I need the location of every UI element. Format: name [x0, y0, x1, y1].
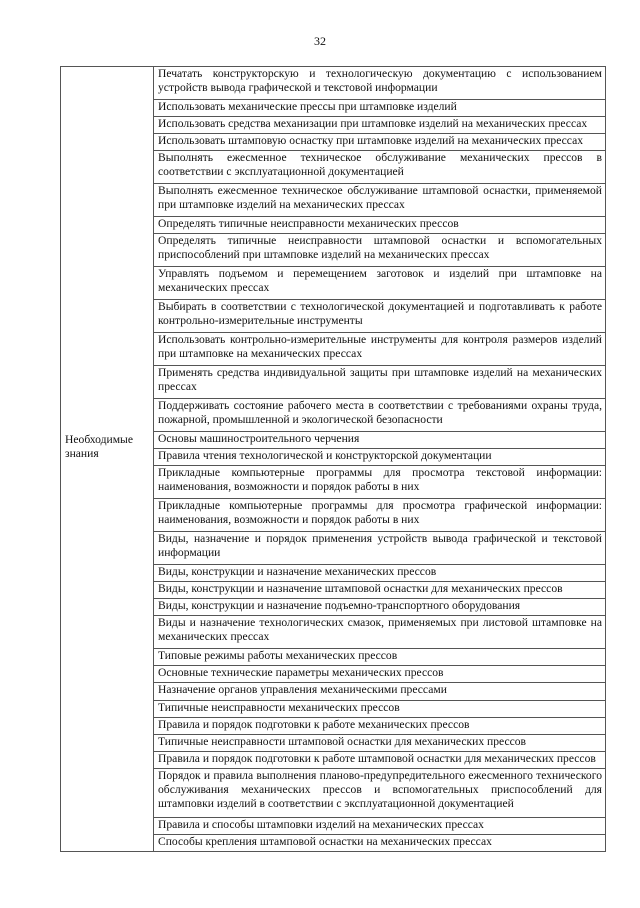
- knowledge-item: Правила и порядок подготовки к работе механических прессов: [154, 717, 606, 734]
- knowledge-item: Типичные неисправности штамповой оснастки для механических прессов: [154, 734, 606, 751]
- table-row: [61, 67, 606, 100]
- skill-item: Определять типичные неисправности механических прессов: [154, 217, 606, 234]
- skill-item: Выполнять ежесменное техническое обслуживание штамповой оснастки, применяемой при штамповке изделий на механических прессах: [154, 184, 606, 217]
- knowledge-item: Типовые режимы работы механических прессов: [154, 649, 606, 666]
- knowledge-item: Основные технические параметры механических прессов: [154, 666, 606, 683]
- skill-item: Применять средства индивидуальной защиты при штамповке изделий на механических прессах: [154, 366, 606, 399]
- knowledge-label-cell: [61, 432, 154, 852]
- skill-item: Использовать контрольно-измерительные инструменты для контроля размеров изделий при штамповке на механических прессах: [154, 333, 606, 366]
- knowledge-item: Виды, конструкции и назначение подъемно-транспортного оборудования: [154, 599, 606, 616]
- knowledge-item: Правила чтения технологической и конструкторской документации: [154, 449, 606, 466]
- knowledge-item: Основы машиностроительного черчения: [154, 432, 606, 449]
- knowledge-item: Типичные неисправности механических прессов: [154, 700, 606, 717]
- knowledge-label: Необходимые знания: [65, 432, 133, 460]
- requirements-table: [60, 66, 606, 852]
- knowledge-item: Виды, назначение и порядок применения устройств вывода графической и текстовой информации: [154, 532, 606, 565]
- skill-item: Поддерживать состояние рабочего места в соответствии с требованиями охраны труда, пожарной, промышленной и экологической безопасности: [154, 399, 606, 432]
- knowledge-item: Назначение органов управления механическими прессами: [154, 683, 606, 700]
- knowledge-item: Порядок и правила выполнения планово-предупредительного ежесменного технического обслуживания механических прессов и вспомогательных приспособлений для штамповки изделий в соответствии с эксплуатационной документацией: [154, 768, 606, 817]
- skill-item: Печатать конструкторскую и технологическую документацию с использованием устройств вывода графической и текстовой информации: [154, 67, 606, 100]
- skill-item: Выбирать в соответствии с технологической документацией и подготавливать к работе контрольно-измерительные инструменты: [154, 300, 606, 333]
- skill-item: Определять типичные неисправности штамповой оснастки и вспомогательных приспособлений при штамповке изделий на механических прессах: [154, 234, 606, 267]
- page-number: 32: [314, 34, 326, 48]
- knowledge-item: Виды, конструкции и назначение механических прессов: [154, 565, 606, 582]
- knowledge-item: Правила и способы штамповки изделий на механических прессах: [154, 817, 606, 834]
- skill-item: Использовать механические прессы при штамповке изделий: [154, 99, 606, 116]
- knowledge-item: Правила и порядок подготовки к работе штамповой оснастки для механических прессов: [154, 751, 606, 768]
- knowledge-item: Прикладные компьютерные программы для просмотра текстовой информации: наименования, возможности и порядок работы в них: [154, 466, 606, 499]
- knowledge-item: Виды и назначение технологических смазок, применяемых при листовой штамповке на механических прессах: [154, 616, 606, 649]
- knowledge-item: Способы крепления штамповой оснастки на механических прессах: [154, 834, 606, 851]
- skill-item: Управлять подъемом и перемещением заготовок и изделий при штамповке на механических прессах: [154, 267, 606, 300]
- skill-item: Использовать средства механизации при штамповке изделий на механических прессах: [154, 117, 606, 134]
- skills-label-cell: [61, 67, 154, 432]
- skill-item: Использовать штамповую оснастку при штамповке изделий на механических прессах: [154, 134, 606, 151]
- knowledge-item: Виды, конструкции и назначение штамповой оснастки для механических прессов: [154, 582, 606, 599]
- knowledge-item: Прикладные компьютерные программы для просмотра графической информации: наименования, возможности и порядок работы в них: [154, 499, 606, 532]
- skill-item: Выполнять ежесменное техническое обслуживание механических прессов в соответствии с эксплуатационной документацией: [154, 151, 606, 184]
- table-row: [61, 432, 606, 449]
